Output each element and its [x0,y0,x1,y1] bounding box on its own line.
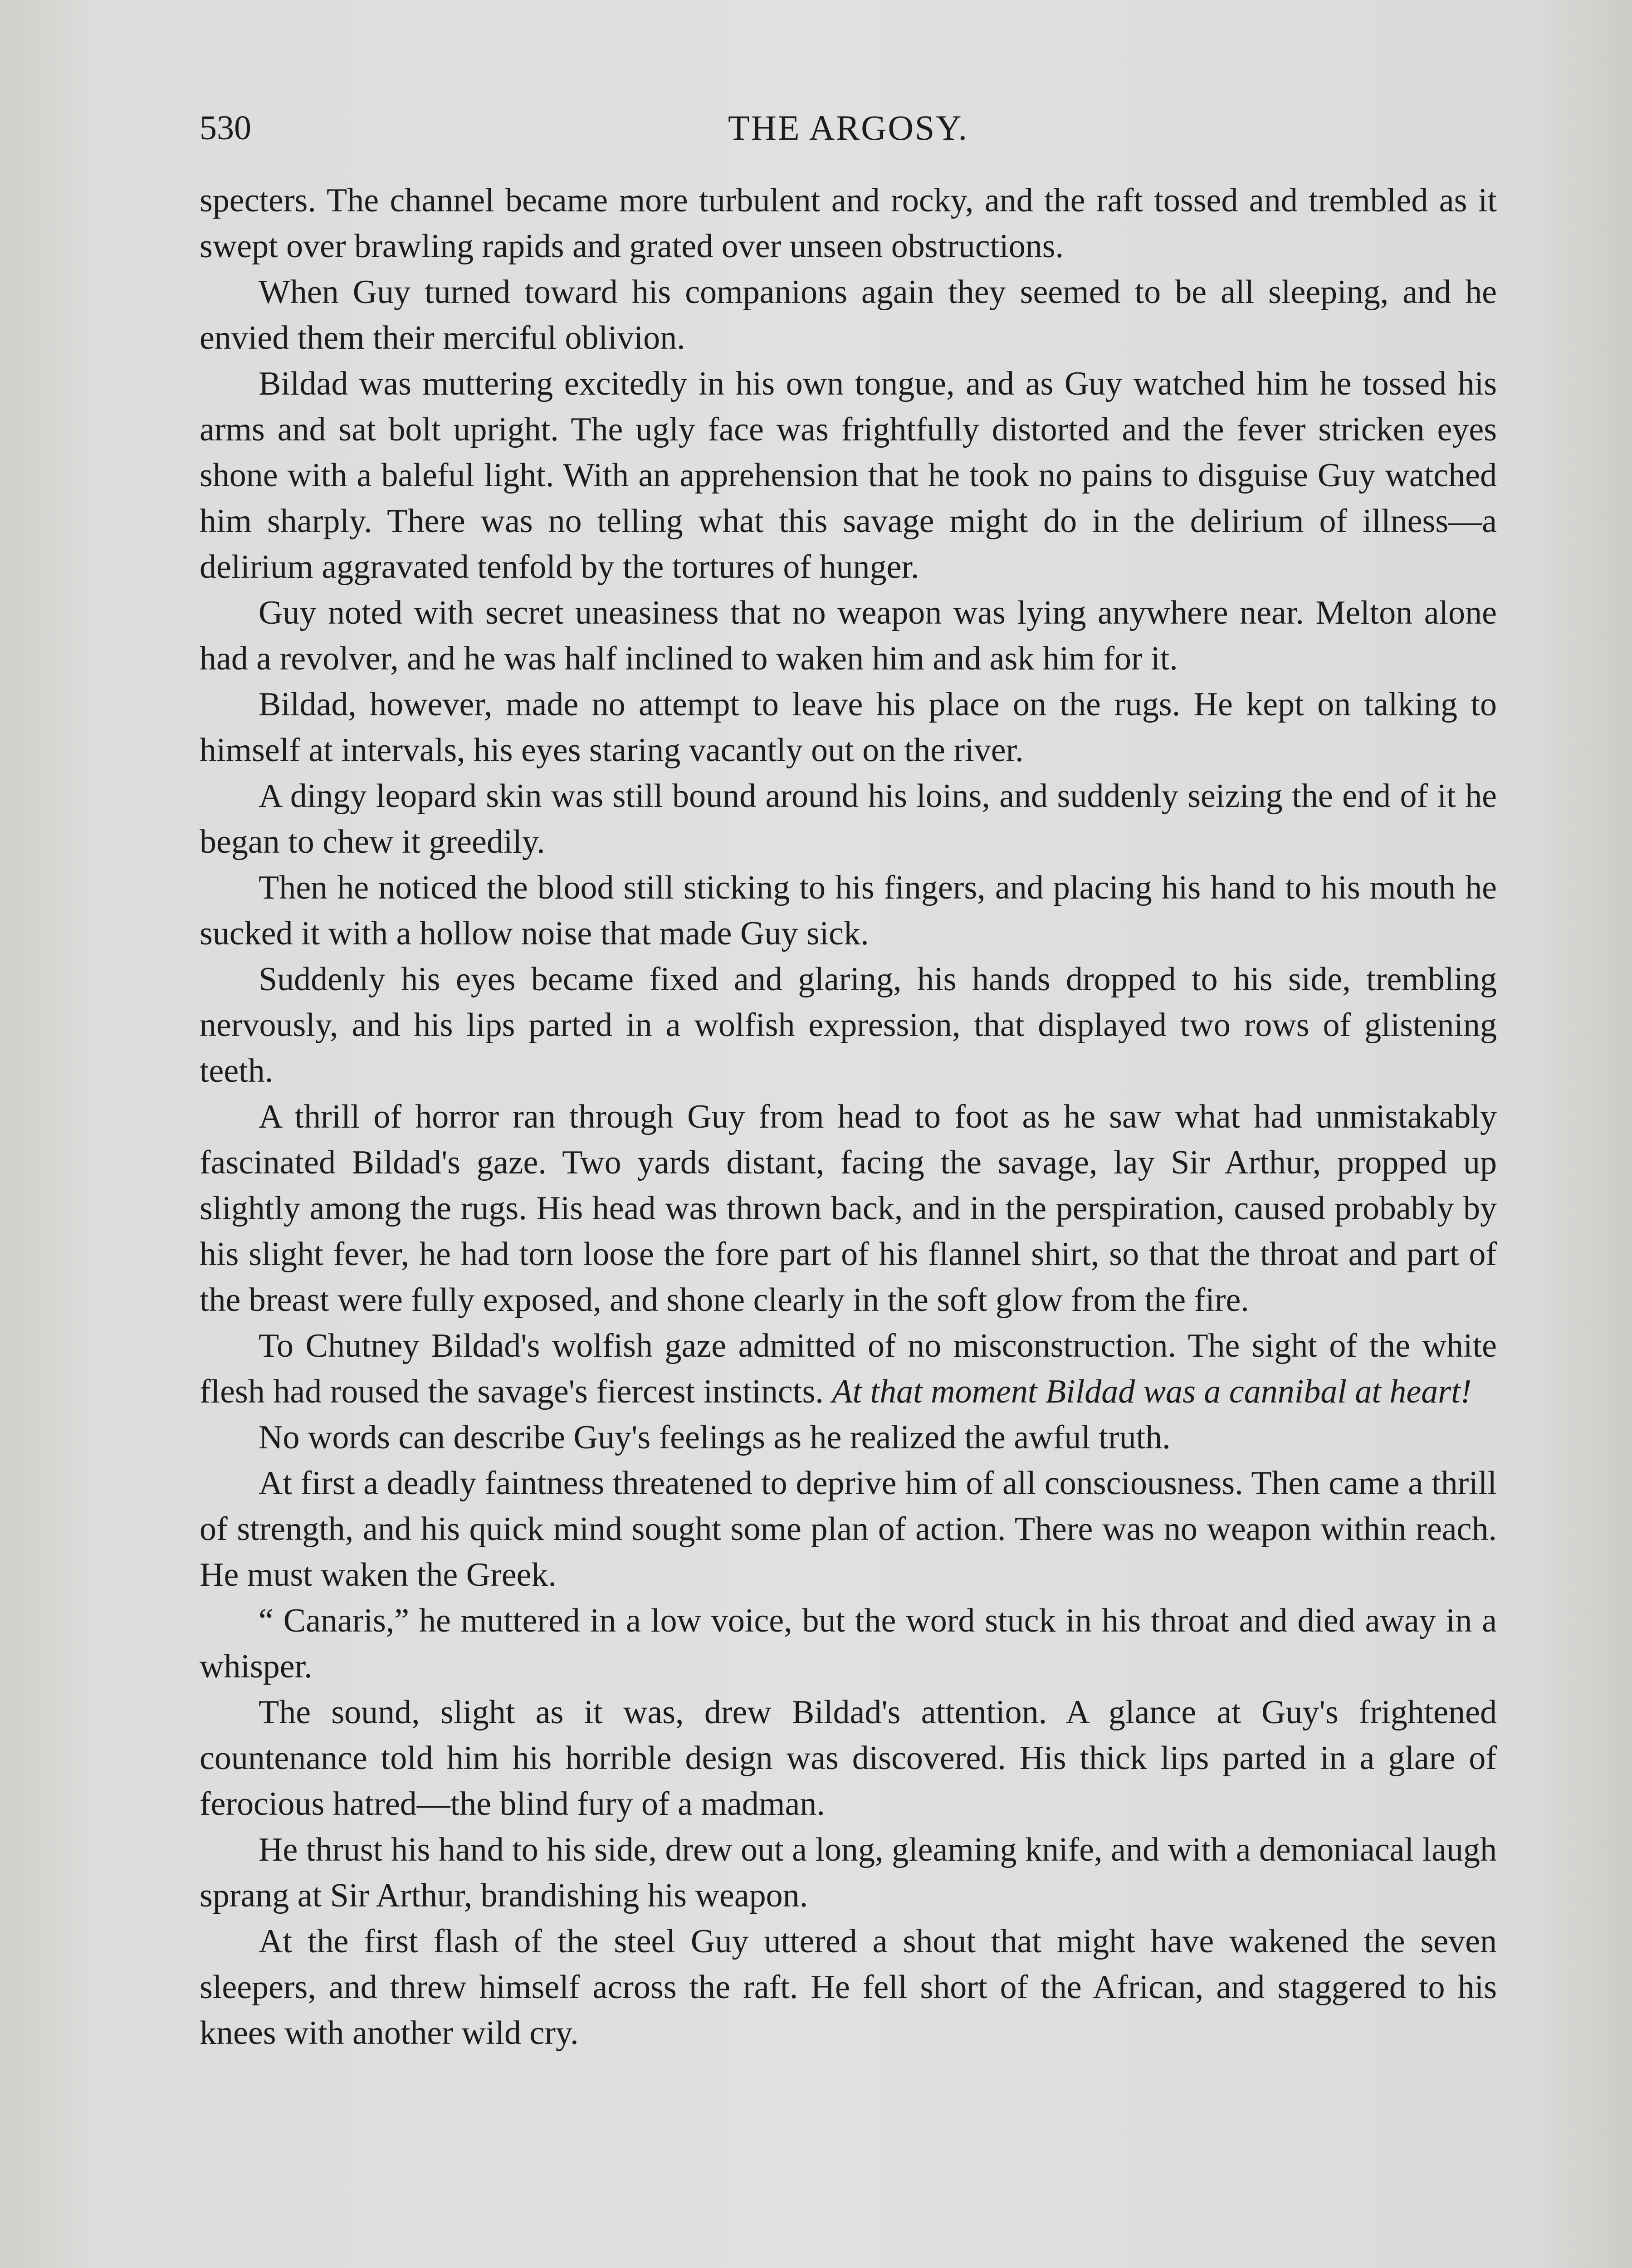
paragraph-5: Bildad, however, made no attempt to leave his place on the rugs. He kept on talking to himself at intervals, his eyes staring vacantly out on the river. [200,686,1497,769]
paragraph-6: A dingy leopard skin was still bound around his loins, and suddenly seizing the end of it he began to chew it greedily. [200,777,1497,860]
paragraph-13: “ Canaris,” he muttered in a low voice, but the word stuck in his throat and died away in a whisper. [200,1602,1497,1685]
paragraph-7: Then he noticed the blood still sticking to his fingers, and placing his hand to his mouth he sucked it with a hollow noise that made Guy sick. [200,869,1497,952]
paragraph-9: A thrill of horror ran through Guy from head to foot as he saw what had unmistakably fascinated Bildad's gaze. Two yards distant, facing the savage, lay Sir Arthur, propped up slightly among the rugs. His head was thrown back, and in the perspiration, caused probably by his slight fever, he had torn loose the fore part of his flannel shirt, so that the throat and part of the breast were fully exposed, and shone clearly in the soft glow from the fire. [200,1098,1497,1319]
paragraph-10-italic: At that moment Bildad was a cannibal at heart! [832,1373,1472,1410]
paragraph-12: At first a deadly faintness threatened to deprive him of all consciousness. Then came a thrill of strength, and his quick mind sought some plan of action. There was no weapon within reach. He must waken the Greek. [200,1465,1497,1593]
paragraph-11: No words can describe Guy's feelings as he realized the awful truth. [259,1419,1171,1456]
article-body [200,178,1497,2056]
paragraph-10-text: To Chutney Bildad's wolfish gaze admitted of no misconstruction. The sight of the white flesh had roused the savage's fiercest instincts. [200,1327,1497,1410]
paragraph-8: Suddenly his eyes became fixed and glaring, his hands dropped to his side, trembling nervously, and his lips parted in a wolfish expression, that displayed two rows of glistening teeth. [200,961,1497,1090]
paragraph-14: The sound, slight as it was, drew Bildad's attention. A glance at Guy's frightened countenance told him his horrible design was discovered. His thick lips parted in a glare of ferocious hatred—the blind fury of a madman. [200,1694,1497,1823]
paragraph-15: He thrust his hand to his side, drew out a long, gleaming knife, and with a demoniacal laugh sprang at Sir Arthur, brandishing his weapon. [200,1831,1497,1914]
page-header [200,105,1497,160]
paragraph-4: Guy noted with secret uneasiness that no weapon was lying anywhere near. Melton alone had a revolver, and he was half inclined to waken him and ask him for it. [200,594,1497,677]
running-title: THE ARGOSY. [728,108,968,147]
page-number: 530 [200,109,251,147]
paragraph-1: specters. The channel became more turbulent and rocky, and the raft tossed and trembled as it swept over brawling rapids and grated over unseen obstructions. [200,182,1497,265]
paragraph-16: At the first flash of the steel Guy uttered a shout that might have wakened the seven sleepers, and threw himself across the raft. He fell short of the African, and staggered to his knees with another wild cry. [200,1923,1497,2052]
paragraph-10 [200,1323,1497,1415]
paragraph-3: Bildad was muttering excitedly in his own tongue, and as Guy watched him he tossed his arms and sat bolt upright. The ugly face was frightfully distorted and the fever stricken eyes shone with a baleful light. With an apprehension that he took no pains to disguise Guy watched him sharply. There was no telling what this savage might do in the delirium of illness—a delirium aggravated tenfold by the tortures of hunger. [200,365,1497,586]
paragraph-2: When Guy turned toward his companions again they seemed to be all sleeping, and he envied them their merciful oblivion. [200,274,1497,357]
